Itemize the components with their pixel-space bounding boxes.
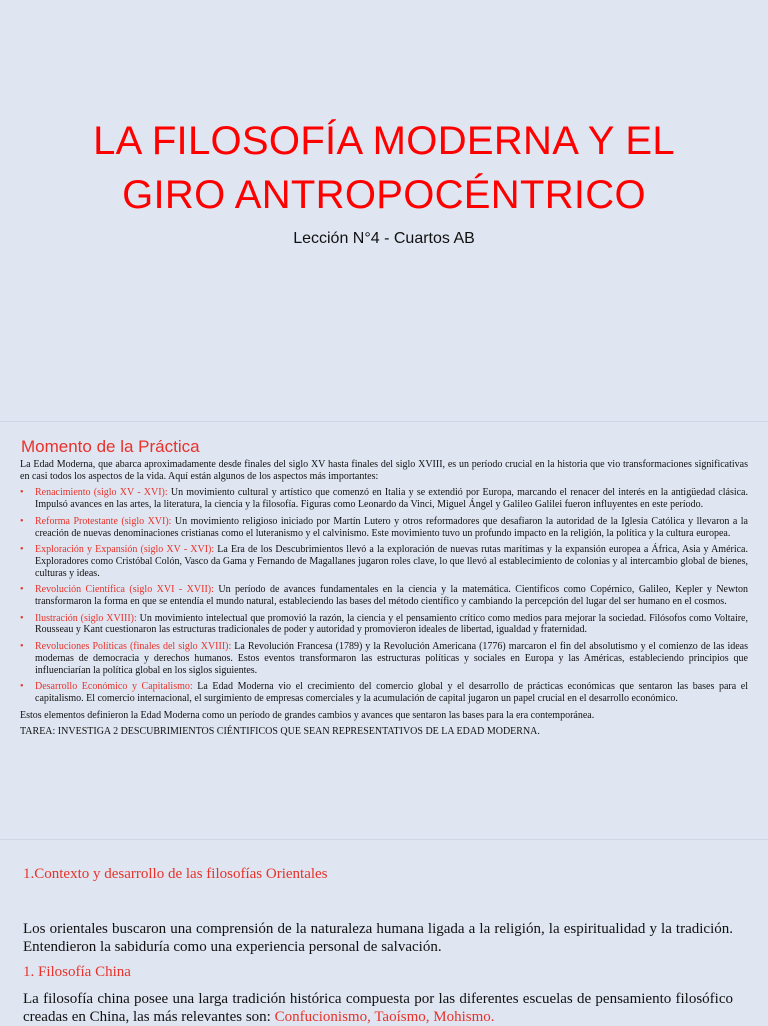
practice-intro: La Edad Moderna, que abarca aproximadamente desde finales del siglo XV hasta finales del siglo XVIII, es un período crucial en la historia que vio transformaciones significativas en casi todos los aspectos de la vida. Aquí están algunos de los aspectos más importantes: [20, 459, 748, 482]
item-label: Renacimiento (siglo XV - XVI): [35, 487, 168, 499]
item-text: La Era de los Descubrimientos llevó a la exploración de nuevas rutas marítimas y la expansión europea a África, Asia y América. Exploradores como Cristóbal Colón, Vasco da Gama y Fernando de Magallanes jugaron roles clave, lo que llevó al establecimiento de colonias y al intercambio global de bienes, culturas y ideas. [35, 544, 748, 579]
oriental-philosophy-slide [0, 839, 768, 1025]
list-item [20, 544, 748, 579]
list-item [20, 641, 748, 676]
list-item [20, 487, 748, 510]
bullet-icon: • [20, 544, 24, 556]
item-text: La Edad Moderna vio el crecimiento del comercio global y el desarrollo de prácticas económicas que sentaron las bases para el capitalismo. El comercio internacional, el surgimiento de empresas comerciales y la acumulación de capital jugaron un papel crucial en el desarrollo económico. [35, 681, 748, 704]
list-item [20, 516, 748, 539]
slide-subtitle: Lección N°4 - Cuartos AB [293, 230, 475, 247]
item-text: Un período de avances fundamentales en la ciencia y la matemática. Científicos como Copérnico, Galileo, Kepler y Newton transformaron la forma en que se entendía el mundo natural, estableciendo las bases del método científico y cambiando la percepción del lugar del ser humano en el cosmos. [35, 584, 748, 608]
context-paragraph: Los orientales buscaron una comprensión de la naturaleza humana ligada a la religión, la espiritualidad y la tradición. Entendieron la sabiduría como una experiencia personal de salvación. [23, 921, 733, 955]
chinese-philosophy-paragraph [23, 990, 733, 1026]
list-item [20, 681, 748, 704]
practice-heading: Momento de la Práctica [21, 437, 200, 456]
item-text: La Revolución Francesa (1789) y la Revolución Americana (1776) marcaron el fin del absolutismo y el comienzo de las ideas modernas de democracia y derechos humanos. Estos eventos transformaron las estructuras políticas y sociales en Europa y las Américas, estableciendo principios que influenciarían la política global en los siglos siguientes. [35, 641, 748, 676]
item-label: Exploración y Expansión (siglo XV - XVI): [35, 544, 215, 556]
item-text: Un movimiento cultural y artístico que comenzó en Italia y se extendió por Europa, marcando el renacer del interés en la antigüedad clásica. Impulsó avances en las artes, la literatura, la ciencia y la filosofía. Figuras como Leonardo da Vinci, Miguel Ángel y Galileo Galilei fueron influyentes en este período. [35, 487, 748, 511]
item-label: Desarrollo Económico y Capitalismo: [35, 681, 193, 693]
title-slide [0, 0, 768, 420]
bullet-icon: • [20, 515, 24, 527]
slide-title-line-1: LA FILOSOFÍA MODERNA Y EL [93, 119, 675, 163]
bullet-icon: • [20, 487, 24, 499]
list-item [20, 584, 748, 607]
item-label: Ilustración (siglo XVIII): [35, 612, 137, 624]
aspects-list [20, 487, 748, 704]
bullet-icon: • [20, 612, 24, 624]
practice-task: TAREA: INVESTIGA 2 DESCUBRIMIENTOS CIÉNTIFICOS QUE SEAN REPRESENTATIVOS DE LA EDAD MODERNA. [20, 726, 540, 738]
bullet-icon: • [20, 641, 24, 653]
practice-closing: Estos elementos definieron la Edad Moderna como un período de grandes cambios y avances que sentaron las bases para la era contemporánea. [20, 709, 595, 721]
item-label: Reforma Protestante (siglo XVI): [35, 515, 172, 527]
schools-highlight: Confucionismo, Taoísmo, Mohismo. [274, 1009, 495, 1025]
list-item [20, 613, 748, 636]
practice-body [20, 459, 748, 743]
item-text: Un movimiento religioso iniciado por Martín Lutero y otros reformadores que desafiaron la autoridad de la Iglesia Católica y llevaron a la creación de nuevas denominaciones cristianas como el luteranismo y el calvinismo. Este movimiento tuvo un profundo impacto en la religión, la política y la cultura europea. [35, 515, 748, 539]
practice-slide [0, 421, 768, 839]
slide-title [40, 114, 728, 222]
bullet-icon: • [20, 584, 24, 596]
item-text: Un movimiento intelectual que promovió la razón, la ciencia y el pensamiento crítico como medios para mejorar la sociedad. Filósofos como Voltaire, Rousseau y Kant cuestionaron las estructuras tradicionales de poder y autoridad y promovieron ideales de libertad, igualdad y fraternidad. [35, 612, 748, 636]
section-heading: 1.Contexto y desarrollo de las filosofías Orientales [23, 866, 328, 882]
subsection-heading: 1. Filosofía China [23, 964, 131, 980]
paragraph-text: La filosofía china posee una larga tradición histórica compuesta por las diferentes escuelas de pensamiento filosófico creadas en China, las más relevantes son: [23, 991, 733, 1025]
item-label: Revolución Científica (siglo XVI - XVII): [35, 584, 214, 596]
slide-title-line-2: GIRO ANTROPOCÉNTRICO [122, 173, 646, 217]
item-label: Revoluciones Políticas (finales del siglo XVIII): [35, 641, 232, 653]
bullet-icon: • [20, 681, 24, 693]
